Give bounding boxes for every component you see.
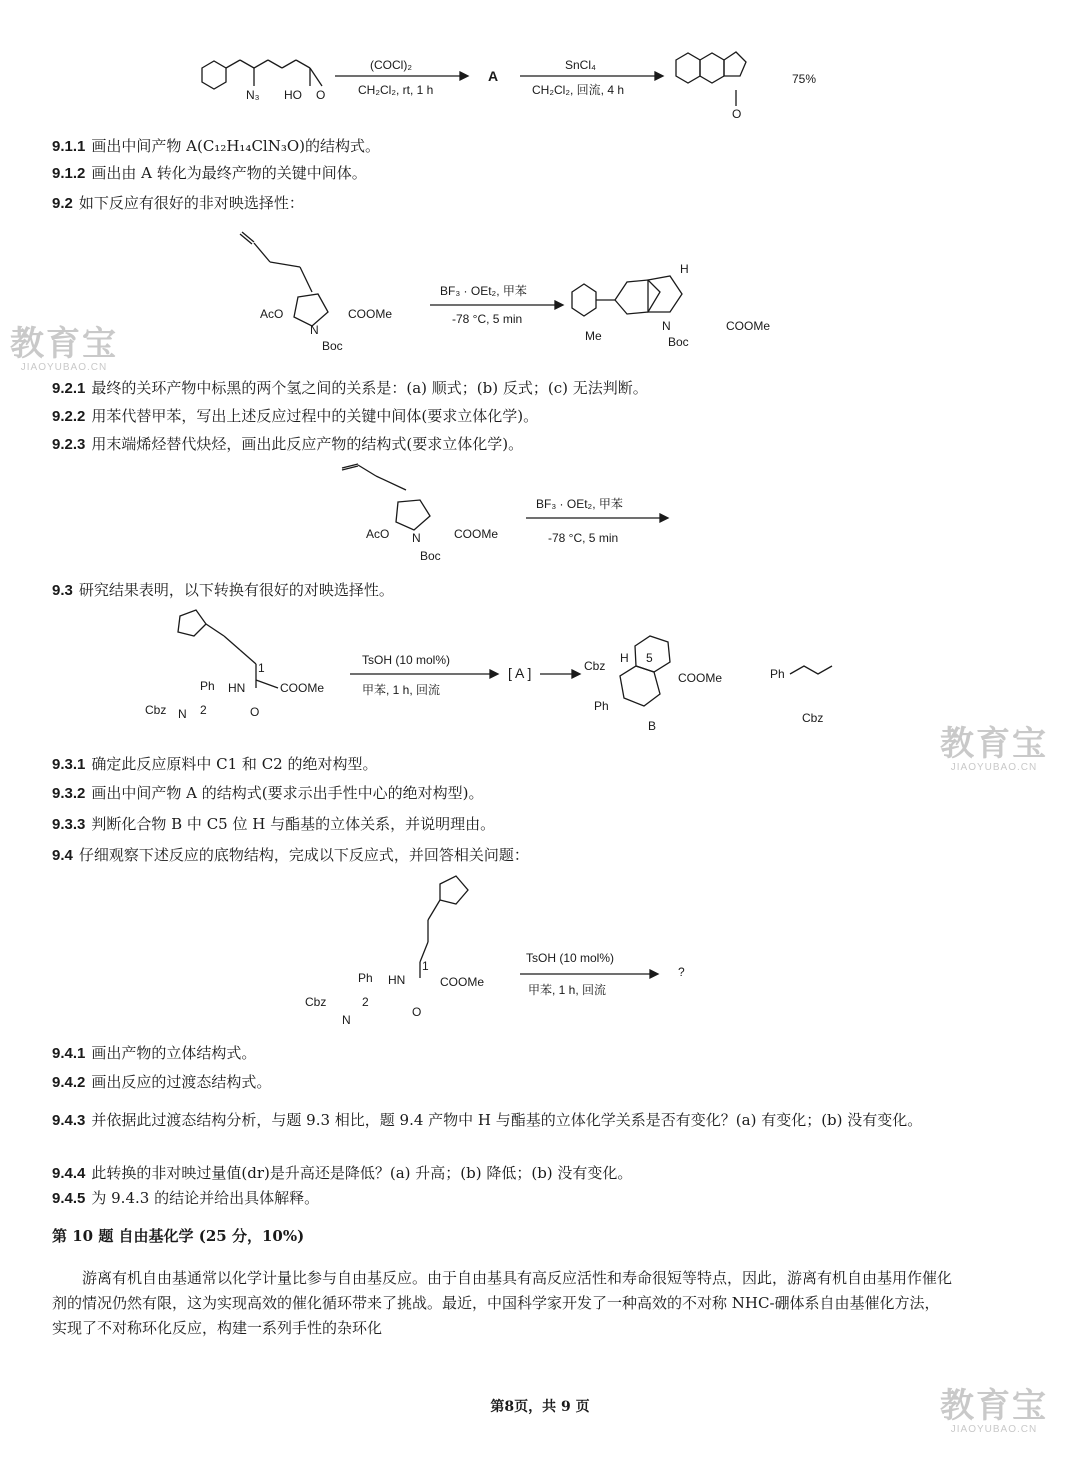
aco-label: AcO [366,527,390,541]
question-9-2: 9.2 如下反应有很好的非对映选择性： [52,194,304,212]
nh-label: N [342,1013,351,1027]
scheme-2 [230,222,810,372]
question-9-1-1: 9.1.1 画出中间产物 A(C₁₂H₁₄ClN₃O)的结构式。 [52,137,381,155]
scheme-4 [140,606,860,736]
cbz-label: Cbz [584,659,606,673]
c2-label: 2 [200,703,207,717]
coome-label: COOMe [678,671,723,685]
reagent-top: BF₃ · OEt₂, 甲苯 [440,284,527,298]
question-9-3-1: 9.3.1 确定此反应原料中 C1 和 C2 的绝对构型。 [52,755,378,773]
o-label: O [412,1005,422,1019]
ph-label: Ph [200,679,215,693]
question-9-2-2: 9.2.2 用苯代替甲苯，写出上述反应过程中的关键中间体(要求立体化学)。 [52,407,539,425]
question-9-2-1: 9.2.1 最终的关环产物中标黑的两个氢之间的关系是：(a) 顺式；(b) 反式；(c) 无法判断。 [52,379,648,397]
o-label: O [316,88,326,102]
aco-label: AcO [260,307,284,321]
coome-label: COOMe [454,527,499,541]
section-10-paragraph: 游离有机自由基通常以化学计量比参与自由基反应。由于自由基具有高反应活性和寿命很短等特点，因此，游离有机自由基用作催化剂的情况仍然有限，这为实现高效的催化循环带来了挑战。最近，中国科学家开发了一种高效的不对称 NHC-硼体系自由基催化方法，实现了不对称环化反应，构建一系列手性的杂环化 [52,1269,953,1337]
o-label: O [250,705,260,719]
question-9-4-5: 9.4.5 为 9.4.3 的结论并给出具体解释。 [52,1189,320,1207]
h-label: H [620,651,629,665]
coome-label: COOMe [348,307,393,321]
c1-label: 1 [422,959,429,973]
coome-label: COOMe [726,319,771,333]
ph-label: Ph [770,667,785,681]
scheme-3 [330,460,680,570]
nh-label: N [178,707,187,721]
o-label: O [732,107,742,121]
hn-label: HN [388,973,406,987]
question-9-4: 9.4 仔细观察下述反应的底物结构，完成以下反应式，并回答相关问题： [52,846,529,864]
question-9-2-3: 9.2.3 用末端烯烃替代炔烃，画出此反应产物的结构式(要求立体化学)。 [52,435,524,453]
h-label: H [680,262,689,276]
me-label: Me [585,329,602,343]
boc-label: Boc [420,549,441,563]
c5-label: 5 [646,651,653,665]
c1-label: 1 [258,661,265,675]
reagent1-top: (COCl)₂ [370,58,412,72]
reagent2-top: SnCl₄ [565,58,596,72]
boc-label: Boc [322,339,343,353]
watermark: 教育宝 JIAOYUBAO.CN [940,725,1048,773]
ph-label: Ph [594,699,609,713]
watermark: 教育宝 JIAOYUBAO.CN [940,1387,1048,1435]
yield-label: 75% [792,72,817,86]
reagent-bottom: 甲苯, 1 h, 回流 [362,683,441,697]
coome-label: COOMe [440,975,485,989]
coome-label: COOMe [280,681,325,695]
scheme-5 [300,870,720,1030]
n-label: N [310,323,319,337]
reagent-top: TsOH (10 mol%) [526,951,615,965]
question-9-4-3: 9.4.3 并依据此过渡态结构分析，与题 9.3 相比，题 9.4 产物中 H 与酯基的立体化学关系是否有变化？(a) 有变化；(b) 没有变化。 [52,1111,923,1129]
reagent-bottom: -78 °C, 5 min [452,312,523,326]
ho-label: HO [284,88,302,102]
question-9-1-2: 9.1.2 画出由 A 转化为最终产物的关键中间体。 [52,164,367,182]
bracket-a: [ A ] [508,665,532,681]
reagent-top: BF₃ · OEt₂, 甲苯 [536,497,623,511]
watermark: 教育宝 JIAOYUBAO.CN [10,325,118,373]
question-9-3-3: 9.3.3 判断化合物 B 中 C5 位 H 与酯基的立体关系，并说明理由。 [52,815,496,833]
question-9-4-4: 9.4.4 此转换的非对映过量值(dr)是升高还是降低？(a) 升高；(b) 降低；(b) 没有变化。 [52,1164,633,1182]
hn-label: HN [228,681,246,695]
n-label: N [412,531,421,545]
reagent-top: TsOH (10 mol%) [362,653,451,667]
reagent-bottom: 甲苯, 1 h, 回流 [528,983,607,997]
question-9-3: 9.3 研究结果表明，以下转换有很好的对映选择性。 [52,581,394,599]
question-9-4-2: 9.4.2 画出反应的过渡态结构式。 [52,1073,272,1091]
cbz-label: Cbz [305,995,327,1009]
question-9-3-2: 9.3.2 画出中间产物 A 的结构式(要求示出手性中心的绝对构型)。 [52,784,484,802]
reagent2-bottom: CH₂Cl₂, 回流, 4 h [532,83,624,97]
scheme-1 [180,28,860,128]
cbz-definition-label: Cbz [802,711,824,725]
cbz-label: Cbz [145,703,167,717]
ph-label: Ph [358,971,373,985]
section-10-title: 第 10 题 自由基化学 (25 分，10%) [52,1227,305,1245]
reagent1-bottom: CH₂Cl₂, rt, 1 h [358,83,434,97]
boc-label: Boc [668,335,689,349]
reagent-bottom: -78 °C, 5 min [548,531,619,545]
n-label: N [662,319,671,333]
product-unknown: ? [678,965,685,979]
intermediate-a: A [488,68,499,84]
question-9-4-1: 9.4.1 画出产物的立体结构式。 [52,1044,257,1062]
c2-label: 2 [362,995,369,1009]
n3-label: N₃ [246,88,260,102]
compound-b: B [648,719,657,733]
page-footer: 第8页，共 9 页 [490,1399,590,1415]
